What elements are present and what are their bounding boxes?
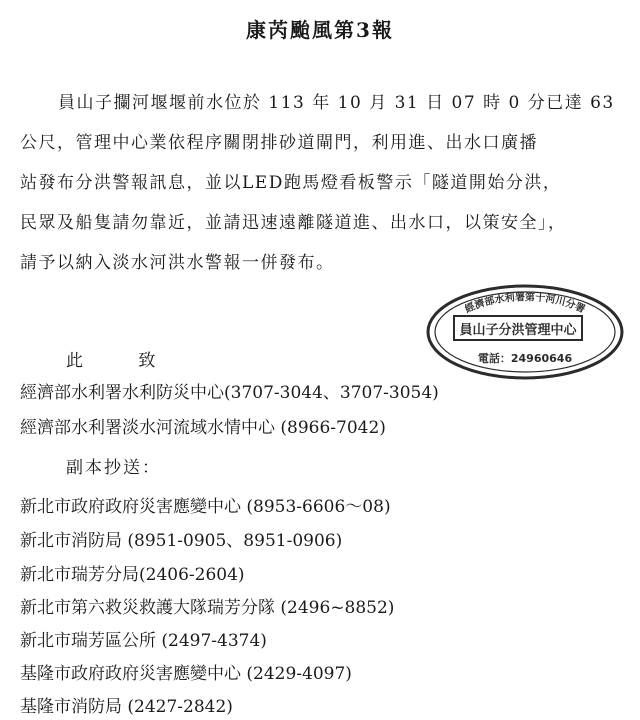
- cc-item-6: 基隆市政府政府災害應變中心 (2429-4097): [20, 664, 352, 684]
- salutation-word-2: 致: [138, 351, 157, 371]
- seal-ring-text: 經濟部水利署第十河川分署: [463, 292, 587, 316]
- recipient-1: 經濟部水利署水利防災中心(3707-3044、3707-3054): [20, 383, 439, 403]
- seal-phone-text: 電話：24960646: [477, 352, 573, 365]
- body-line-5: 請予以納入淡水河洪水警報一併發布。: [20, 253, 335, 273]
- cc-item-1: 新北市政府政府災害應變中心 (8953-6606～08): [20, 497, 391, 517]
- cc-item-4: 新北市第六救災救護大隊瑞芳分隊 (2496~8852): [20, 598, 395, 618]
- cc-item-3: 新北市瑞芳分局(2406-2604): [20, 565, 245, 585]
- cc-item-2: 新北市消防局 (8951-0905、8951-0906): [20, 531, 343, 551]
- official-seal-stamp: [424, 282, 626, 382]
- salutation-word-1: 此: [66, 351, 84, 371]
- body-line-3: 站發布分洪警報訊息，並以LED跑馬燈看板警示「隧道開始分洪，: [20, 173, 562, 193]
- document-title: 康芮颱風第3報: [246, 18, 394, 42]
- cc-item-5: 新北市瑞芳區公所 (2497-4374): [20, 631, 267, 651]
- body-line-2: 公尺，管理中心業依程序關閉排砂道閘門，利用進、出水口廣播: [20, 133, 538, 153]
- cc-item-7: 基隆市消防局 (2427-2842): [20, 697, 233, 717]
- body-line-1: 員山子攔河堰堰前水位於 113 年 10 月 31 日 07 時 0 分已達 63: [58, 93, 615, 113]
- seal-center-text: 員山子分洪管理中心: [459, 323, 577, 338]
- recipient-2: 經濟部水利署淡水河流域水情中心 (8966-7042): [20, 418, 386, 438]
- salutation: [66, 346, 156, 371]
- cc-label: 副本抄送：: [66, 458, 161, 478]
- body-line-4: 民眾及船隻請勿靠近，並請迅速遠離隧道進、出水口，以策安全」，: [20, 213, 567, 233]
